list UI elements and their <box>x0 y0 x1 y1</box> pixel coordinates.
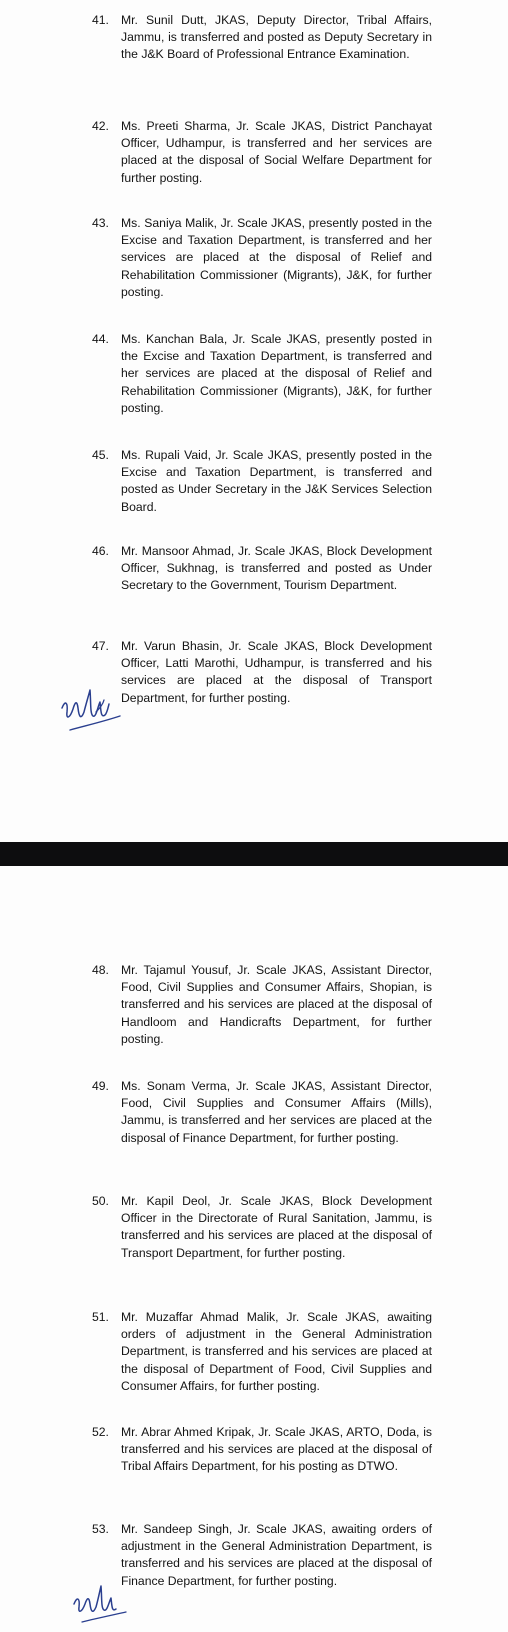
order-item-50 <box>92 1193 432 1262</box>
item-number: 45. <box>92 448 109 462</box>
order-item-46 <box>92 543 432 595</box>
item-text: Ms. Sonam Verma, Jr. Scale JKAS, Assistant Director, Food, Civil Supplies and Consumer Affairs (Mills), Jammu, is transferred and her services are placed at the disposal of Finance Department, for further posting. <box>121 1079 432 1145</box>
item-number: 41. <box>92 13 109 27</box>
item-text: Mr. Tajamul Yousuf, Jr. Scale JKAS, Assistant Director, Food, Civil Supplies and Consumer Affairs, Shopian, is transferred and his services are placed at the disposal of Handloom and Handicrafts Department, for further posting. <box>121 963 432 1046</box>
order-item-45 <box>92 447 432 516</box>
item-number: 53. <box>92 1522 109 1536</box>
order-item-48 <box>92 962 432 1048</box>
signature-icon <box>70 1580 132 1630</box>
order-item-43 <box>92 215 432 301</box>
item-number: 51. <box>92 1310 109 1324</box>
item-number: 47. <box>92 639 109 653</box>
item-text: Mr. Sandeep Singh, Jr. Scale JKAS, awaiting orders of adjustment in the General Administration Department, is transferred and his services are placed at the disposal of Finance Department, for further posting. <box>121 1522 432 1588</box>
item-number: 49. <box>92 1079 109 1093</box>
item-number: 46. <box>92 544 109 558</box>
order-item-53 <box>92 1521 432 1590</box>
item-number: 50. <box>92 1194 109 1208</box>
item-text: Mr. Kapil Deol, Jr. Scale JKAS, Block Development Officer in the Directorate of Rural Sanitation, Jammu, is transferred and his services are placed at the disposal of Transport Department, for further posting. <box>121 1194 432 1260</box>
order-item-44 <box>92 331 432 417</box>
item-number: 42. <box>92 119 109 133</box>
item-text: Mr. Sunil Dutt, JKAS, Deputy Director, Tribal Affairs, Jammu, is transferred and posted as Deputy Secretary in the J&K Board of Professional Entrance Examination. <box>121 13 432 62</box>
item-text: Mr. Muzaffar Ahmad Malik, Jr. Scale JKAS, awaiting orders of adjustment in the General Administration Department, is transferred and his services are placed at the disposal of Department of Food, Civil Supplies and Consumer Affairs, for further posting. <box>121 1310 432 1393</box>
signature-icon <box>56 682 128 744</box>
item-text: Mr. Varun Bhasin, Jr. Scale JKAS, Block Development Officer, Latti Marothi, Udhampur, is transferred and his services are placed at the disposal of Transport Department, for further posting. <box>121 639 432 705</box>
item-number: 44. <box>92 332 109 346</box>
order-item-42 <box>92 118 432 187</box>
item-text: Ms. Kanchan Bala, Jr. Scale JKAS, presently posted in the Excise and Taxation Department, is transferred and her services are placed at the disposal of Relief and Rehabilitation Commissioner (Migrants), J&K, for further posting. <box>121 332 432 415</box>
order-item-47 <box>92 638 432 707</box>
order-item-49 <box>92 1078 432 1147</box>
item-number: 52. <box>92 1425 109 1439</box>
order-item-41 <box>92 12 432 64</box>
page-separator <box>0 842 508 866</box>
item-number: 48. <box>92 963 109 977</box>
item-text: Mr. Abrar Ahmed Kripak, Jr. Scale JKAS, ARTO, Doda, is transferred and his services are placed at the disposal of Tribal Affairs Department, for his posting as DTWO. <box>121 1425 432 1474</box>
item-text: Ms. Rupali Vaid, Jr. Scale JKAS, presently posted in the Excise and Taxation Department, is transferred and posted as Under Secretary in the J&K Services Selection Board. <box>121 448 432 514</box>
item-number: 43. <box>92 216 109 230</box>
document-page-2 <box>0 866 508 1632</box>
order-item-52 <box>92 1424 432 1476</box>
item-text: Ms. Preeti Sharma, Jr. Scale JKAS, District Panchayat Officer, Udhampur, is transferred and her services are placed at the disposal of Social Welfare Department for further posting. <box>121 119 432 185</box>
item-text: Ms. Saniya Malik, Jr. Scale JKAS, presently posted in the Excise and Taxation Department, is transferred and her services are placed at the disposal of Relief and Rehabilitation Commissioner (Migrants), J&K, for further posting. <box>121 216 432 299</box>
order-item-51 <box>92 1309 432 1395</box>
item-text: Mr. Mansoor Ahmad, Jr. Scale JKAS, Block Development Officer, Sukhnag, is transferred and posted as Under Secretary to the Government, Tourism Department. <box>121 544 432 593</box>
